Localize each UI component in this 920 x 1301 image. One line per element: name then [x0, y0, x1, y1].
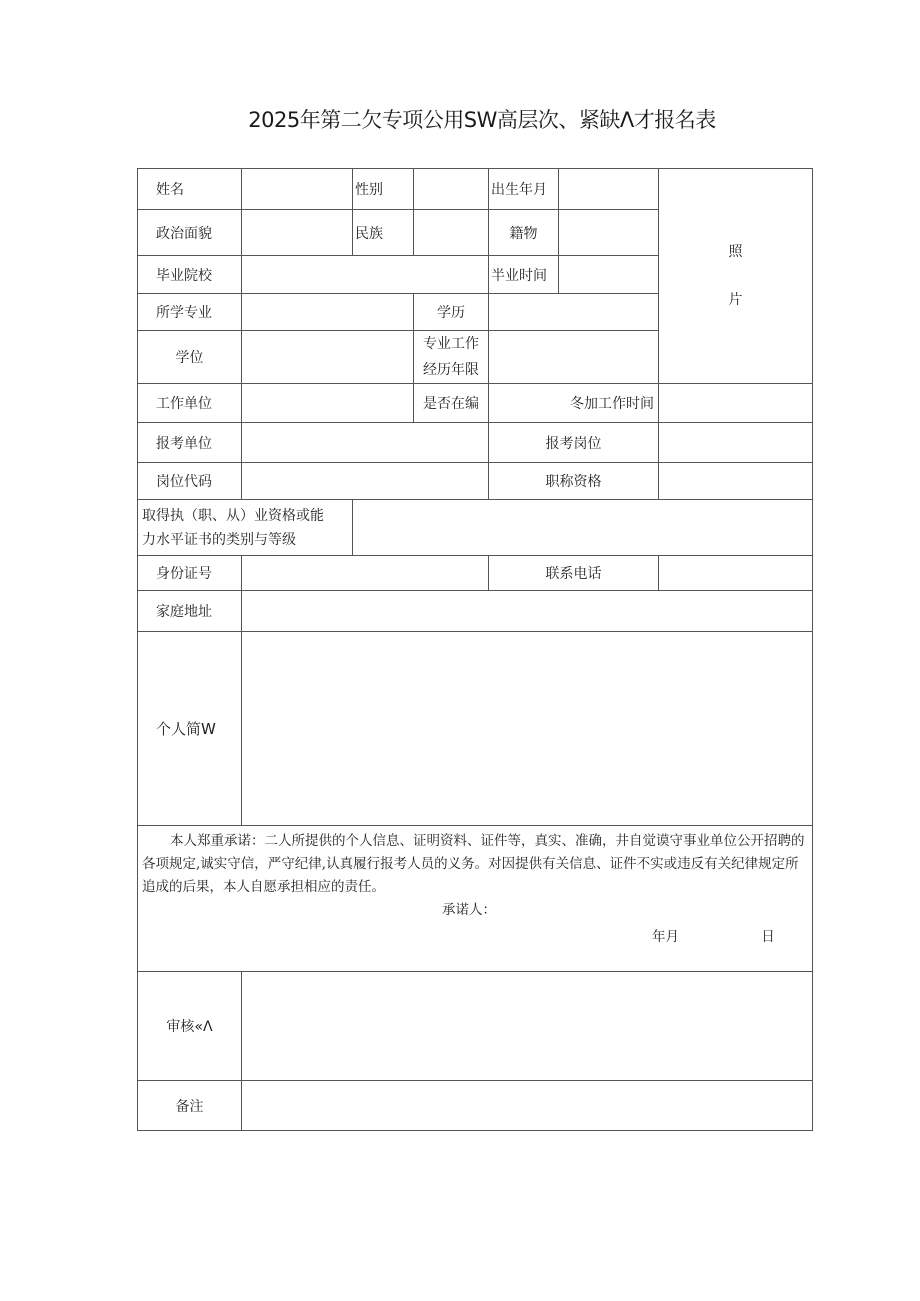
in-staff-label: 是否在编	[414, 384, 489, 423]
work-years-label-2: 经历年限	[423, 362, 479, 378]
birth-field[interactable]	[559, 169, 659, 210]
work-years-field[interactable]	[489, 331, 659, 384]
education-label: 学历	[414, 294, 489, 331]
politics-label: 政治面貌	[138, 210, 242, 256]
work-years-label-1: 专业工作	[423, 336, 479, 352]
apply-post-label: 报考岗位	[489, 423, 659, 463]
work-start-label: 冬加工作时间	[489, 384, 659, 423]
degree-label: 学位	[138, 331, 242, 384]
gender-label: 性别	[353, 169, 414, 210]
grad-time-label: 半业时间	[489, 256, 559, 294]
post-code-field[interactable]	[242, 463, 489, 500]
school-label: 毕业院校	[138, 256, 242, 294]
ethnicity-label: 民族	[353, 210, 414, 256]
promise-text: 本人郑重承诺：二人所提供的个人信息、证明资料、证件等，真实、准确，井自觉谟守事业单位公开招聘的各项规定,诚实守信，严守纪律,认真履行报考人员的义务。对因提供有关信息、证件不实或违反有关纪律规定所追成的后果，本人自愿承担相应的责任。	[142, 833, 805, 895]
employer-field[interactable]	[242, 384, 414, 423]
birth-label: 出生年月	[489, 169, 559, 210]
work-years-label	[414, 331, 489, 384]
id-number-field[interactable]	[242, 556, 489, 591]
apply-unit-field[interactable]	[242, 423, 489, 463]
photo-label-1: 照	[728, 244, 743, 260]
name-field[interactable]	[242, 169, 353, 210]
review-label: 审核«Λ	[138, 972, 242, 1081]
gender-field[interactable]	[414, 169, 489, 210]
grad-time-field[interactable]	[559, 256, 659, 294]
school-field[interactable]	[242, 256, 489, 294]
politics-field[interactable]	[242, 210, 353, 256]
major-field[interactable]	[242, 294, 414, 331]
education-field[interactable]	[489, 294, 659, 331]
promise-year-month: 年月	[652, 929, 679, 945]
promise-section	[138, 826, 813, 972]
address-field[interactable]	[242, 591, 813, 632]
degree-field[interactable]	[242, 331, 414, 384]
form-title: 2025年第二欠专项公用SW高层次、紧缺Λ才报名表	[248, 108, 716, 132]
photo-label-2: 片	[728, 292, 743, 308]
employer-label: 工作单位	[138, 384, 242, 423]
review-field[interactable]	[242, 972, 813, 1081]
id-number-label: 身份证号	[138, 556, 242, 591]
resume-field[interactable]	[242, 632, 813, 826]
promise-signer: 承诺人：	[442, 902, 496, 918]
resume-label: 个人简W	[138, 632, 242, 826]
native-field[interactable]	[559, 210, 659, 256]
title-qual-label: 职称资格	[489, 463, 659, 500]
title-qual-field[interactable]	[659, 463, 813, 500]
registration-form	[137, 168, 813, 1131]
major-label: 所学专业	[138, 294, 242, 331]
cert-field[interactable]	[353, 500, 813, 556]
work-start-field[interactable]	[659, 384, 813, 423]
remarks-field[interactable]	[242, 1081, 813, 1131]
apply-post-field[interactable]	[659, 423, 813, 463]
cert-label	[138, 500, 353, 556]
photo-box[interactable]	[659, 169, 813, 384]
ethnicity-field[interactable]	[414, 210, 489, 256]
post-code-label: 岗位代码	[138, 463, 242, 500]
native-label: 籍物	[489, 210, 559, 256]
name-label: 姓名	[138, 169, 242, 210]
remarks-label: 备注	[138, 1081, 242, 1131]
phone-field[interactable]	[659, 556, 813, 591]
address-label: 家庭地址	[138, 591, 242, 632]
promise-date	[652, 926, 810, 949]
cert-label-1: 取得执（职、从）业资格或能	[142, 507, 324, 524]
apply-unit-label: 报考单位	[138, 423, 242, 463]
promise-day: 日	[761, 929, 775, 945]
phone-label: 联系电话	[489, 556, 659, 591]
cert-label-2: 力水平证书的类别与等级	[142, 531, 296, 548]
